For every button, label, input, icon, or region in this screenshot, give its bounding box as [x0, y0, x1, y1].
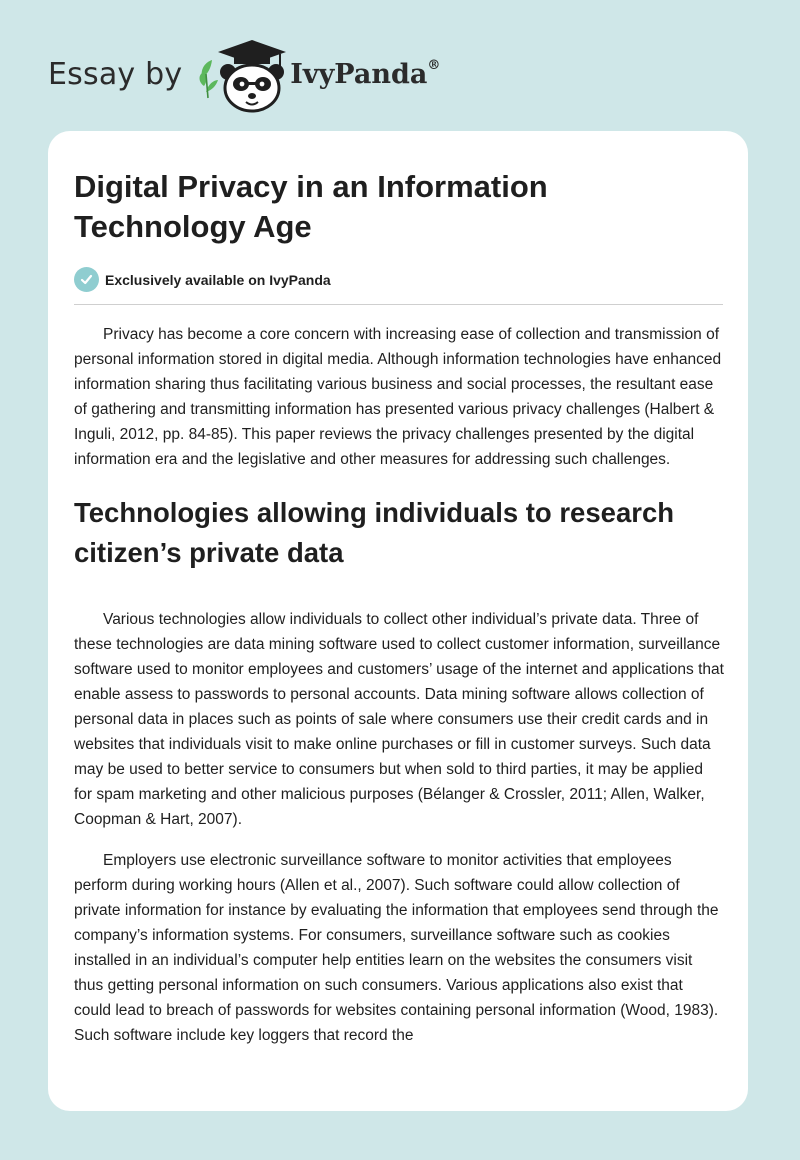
site-header: [48, 34, 440, 114]
exclusive-badge-label: Exclusively available on IvyPanda: [105, 271, 331, 288]
paragraph-surveillance: Employers use electronic surveillance software to monitor activities that employees perform during working hours (Allen et al., 2007). Such software could allow collection of private information for instance by evaluating the information that employees send through the company’s information systems. For consumers, surveillance software such as cookies installed in an individual’s computer help entities learn on the websites the consumers visit thus getting personal information on such consumers. Various applications also exist that could lead to breach of passwords for websites containing personal information (Wood, 1983). Such software include key loggers that record the: [74, 852, 719, 1044]
panda-logo-icon[interactable]: [196, 34, 288, 114]
section-heading: Technologies allowing individuals to research citizen’s private data: [74, 497, 675, 568]
divider: [74, 304, 723, 305]
paragraph-intro: Privacy has become a core concern with increasing ease of collection and transmission of personal information stored in digital media. Although information technologies have enhanced information sharing thus facilitating various business and social processes, the resultant ease of gathering and transmitting information has presented various privacy challenges (Halbert & Inguli, 2012, pp. 84-85). This paper reviews the privacy challenges presented by the digital information era and the legislative and other measures for addressing such challenges.: [74, 326, 722, 468]
essay-by-label: Essay by: [48, 56, 183, 92]
essay-card: [48, 131, 748, 1111]
brand-name[interactable]: [290, 58, 440, 90]
essay-title: Digital Privacy in an Information Technology Age: [74, 169, 548, 244]
leaf-icon: [200, 60, 219, 98]
paragraph-technologies: Various technologies allow individuals to collect other individual’s private data. Three of these technologies are data mining software used to collect customer information, surveillance software used to monitor employees and customers’ usage of the internet and applications that enable assess to passwords to personal accounts. Data mining software allows collection of personal data in places such as points of sale where consumers use their credit cards and in websites that individuals visit to make online purchases or fill in customer surveys. Such data may be used to better service to consumers but when sold to third parties, it may be applied for spam marketing and other malicious purposes (Bélanger & Crossler, 2011; Allen, Walker, Coopman & Hart, 2007).: [74, 611, 724, 828]
registered-mark: ®: [427, 58, 441, 73]
check-icon: [74, 267, 99, 292]
exclusive-badge: [74, 267, 724, 292]
essay-content: [74, 167, 724, 1048]
brand-text: IvyPanda: [290, 59, 428, 90]
